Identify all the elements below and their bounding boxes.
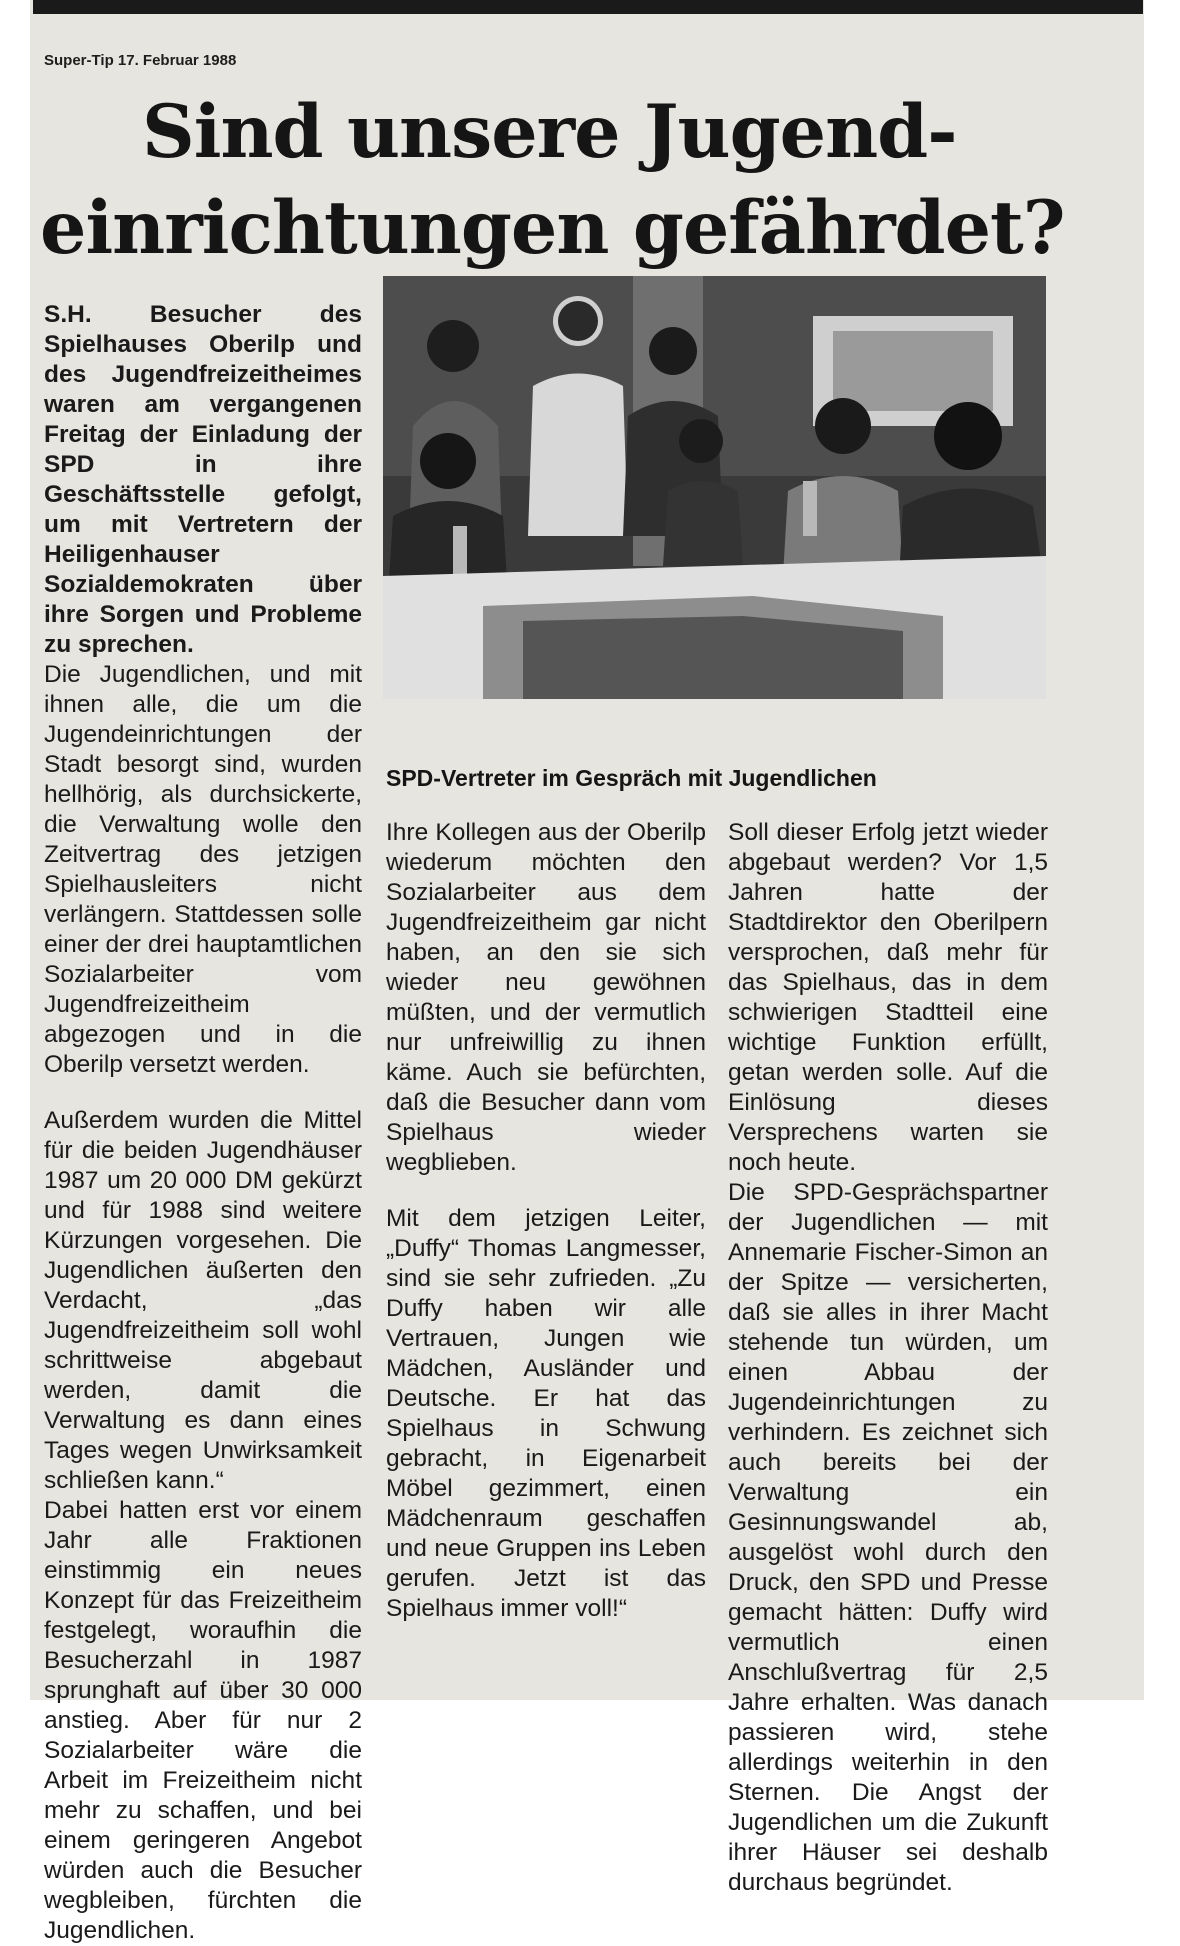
article-column-3	[728, 818, 1048, 1898]
photo-caption: SPD-Vertreter im Gespräch mit Jugendlichen	[386, 765, 877, 791]
article-paragraph: Mit dem jetzigen Leiter, „Duffy“ Thomas Langmesser, sind sie sehr zufrieden. „Zu Duffy haben wir alle Vertrauen, Jungen wie Mädchen, Ausländer und Deutsche. Er hat das Spielhaus in Schwung gebracht, in Eigenarbeit Möbel gezimmert, einen Mädchenraum geschaffen und neue Gruppen ins Leben gerufen. Jetzt ist das Spielhaus immer voll!“	[386, 1205, 706, 1622]
headline-line-1: Sind unsere Jugend-	[142, 89, 957, 175]
article-lead: S.H. Besucher des Spielhauses Oberilp und des Jugendfreizeitheimes waren am vergangenen Freitag der Einladung der SPD in ihre Geschäftsstelle gefolgt, um mit Vertretern der Heiligenhauser Sozialdemokraten über ihre Sorgen und Probleme zu sprechen.	[44, 301, 362, 658]
article-paragraph: Dabei hatten erst vor einem Jahr alle Fraktionen einstimmig ein neues Konzept für das Freizeitheim festgelegt, woraufhin die Besucherzahl in 1987 sprunghaft auf über 30 000 anstieg. Aber für nur 2 Sozialarbeiter wäre die Arbeit im Freizeitheim nicht mehr zu schaffen, und bei einem geringeren Angebot würden auch die Besucher wegbleiben, fürchten die Jugendlichen.	[44, 1497, 362, 1944]
headline-line-2: einrichtungen gefährdet?	[40, 185, 1065, 271]
dateline: Super-Tip 17. Februar 1988	[44, 52, 237, 69]
top-rule	[33, 0, 1143, 14]
article-paragraph: Soll dieser Erfolg jetzt wieder abgebaut werden? Vor 1,5 Jahren hatte der Stadtdirektor den Oberilpern versprochen, daß mehr für das Spielhaus, das in dem schwierigen Stadtteil eine wichtige Funktion erfüllt, getan werden solle. Auf die Einlösung dieses Versprechens warten sie noch heute.	[728, 819, 1048, 1176]
article-photo	[383, 276, 1046, 699]
article-column-2	[386, 818, 706, 1624]
article-paragraph: Die SPD-Gesprächspartner der Jugendlichen — mit Annemarie Fischer-Simon an der Spitze — versicherten, daß sie alles in ihrer Macht stehende tun würden, um einen Abbau der Jugendeinrichtungen zu verhindern. Es zeichnet sich auch bereits bei der Verwaltung ein Gesinnungswandel ab, ausgelöst wohl durch den Druck, den SPD und Presse gemacht hätten: Duffy wird vermutlich einen Anschlußvertrag für 2,5 Jahre erhalten. Was danach passieren wird, stehe allerdings weiterhin in den Sternen. Die Angst der Jugendlichen um die Zukunft ihrer Häuser sei deshalb durchaus begründet.	[728, 1179, 1048, 1896]
photo-illustration	[383, 276, 1046, 699]
article-paragraph: Die Jugendlichen, und mit ihnen alle, die um die Jugendeinrichtungen der Stadt besorgt sind, wurden hellhörig, als durchsickerte, die Verwaltung wolle den Zeitvertrag des jetzigen Spielhausleiters nicht verlängern. Stattdessen solle einer der drei hauptamtlichen Sozialarbeiter vom Jugendfreizeitheim abgezogen und in die Oberilp versetzt werden.	[44, 661, 362, 1078]
headline	[40, 84, 1120, 276]
article-paragraph: Außerdem wurden die Mittel für die beiden Jugendhäuser 1987 um 20 000 DM gekürzt und für 1988 sind weitere Kürzungen vorgesehen. Die Jugendlichen äußerten den Verdacht, „das Jugendfreizeitheim soll wohl schrittweise abgebaut werden, damit die Verwaltung es dann eines Tages wegen Unwirksamkeit schließen kann.“	[44, 1107, 362, 1494]
article-column-1	[44, 300, 362, 1946]
article-paragraph: Ihre Kollegen aus der Oberilp wiederum möchten den Sozialarbeiter aus dem Jugendfreizeitheim gar nicht haben, an den sie sich wieder neu gewöhnen müßten, und der vermutlich nur unfreiwillig zu ihnen käme. Auch sie befürchten, daß die Besucher dann vom Spielhaus wieder wegblieben.	[386, 819, 706, 1176]
